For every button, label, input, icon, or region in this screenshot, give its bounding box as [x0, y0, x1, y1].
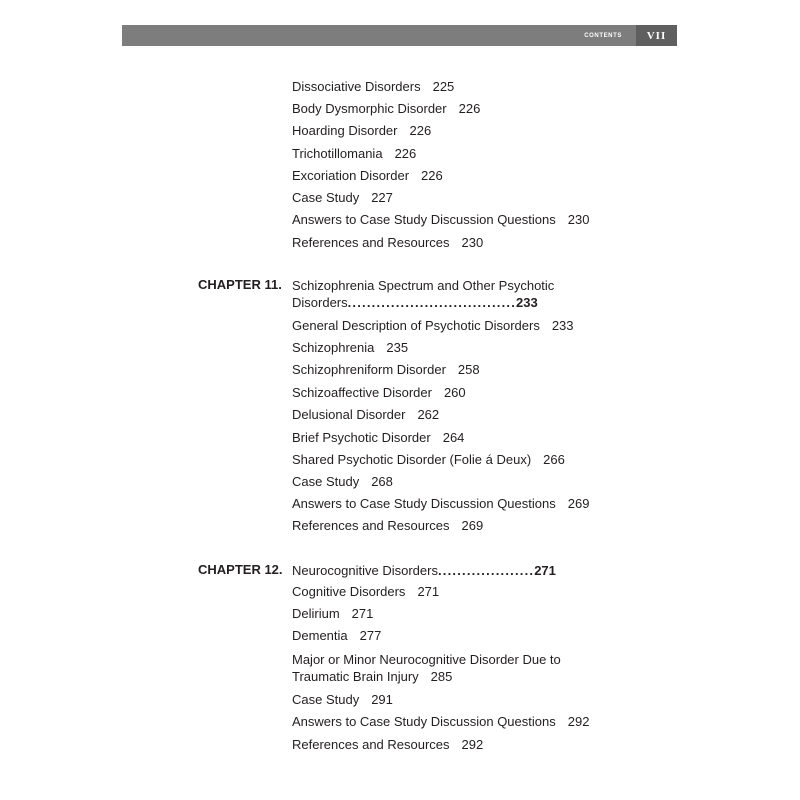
toc-entry: [292, 101, 480, 117]
toc-entry-title: Case Study: [292, 692, 360, 707]
toc-entry-title: Answers to Case Study Discussion Questions: [292, 212, 556, 227]
toc-entry: [292, 362, 480, 378]
toc-entry-page: 233: [551, 318, 574, 333]
toc-entry-title: Schizophreniform Disorder: [292, 362, 446, 377]
dot-leader: ....................: [437, 563, 535, 578]
dot-leader: ...................................: [347, 295, 517, 310]
toc-entry-title-line2: Traumatic Brain Injury: [292, 669, 419, 684]
toc-entry-title: General Description of Psychotic Disorders: [292, 318, 540, 333]
toc-entry: [292, 212, 589, 228]
chapter-page: 233: [516, 295, 538, 310]
toc-entry: [292, 190, 393, 206]
toc-entry: [292, 340, 408, 356]
toc-entry-title: Schizoaffective Disorder: [292, 385, 432, 400]
toc-entry-page: 258: [457, 362, 480, 377]
toc-entry-page: 271: [417, 584, 440, 599]
toc-entry-title: Trichotillomania: [292, 146, 383, 161]
page-number: VII: [636, 25, 677, 46]
toc-entry: [292, 692, 393, 708]
toc-entry-title: Schizophrenia: [292, 340, 375, 355]
toc-entry: [292, 385, 466, 401]
toc-entry-page: 269: [567, 496, 590, 511]
toc-entry-page: 291: [371, 692, 393, 707]
toc-entry: [292, 584, 439, 600]
toc-entry: [292, 606, 373, 622]
toc-entry-page: 260: [443, 385, 466, 400]
toc-entry: [292, 123, 431, 139]
toc-entry-page: 269: [461, 518, 484, 533]
toc-entry-title: Answers to Case Study Discussion Questions: [292, 496, 556, 511]
toc-entry-page: 268: [371, 474, 393, 489]
toc-entry-page: 262: [417, 407, 440, 422]
toc-entry: [292, 146, 416, 162]
toc-entry-title: Shared Psychotic Disorder (Folie á Deux): [292, 452, 532, 467]
running-header-label: CONTENTS: [584, 32, 622, 39]
toc-entry-page: 226: [409, 123, 432, 138]
toc-entry-page: 230: [567, 212, 590, 227]
toc-entry: [292, 452, 565, 468]
chapter-number: CHAPTER 12.: [198, 562, 283, 577]
toc-entry-page: 225: [432, 79, 455, 94]
toc-entry-title: Body Dysmorphic Disorder: [292, 101, 447, 116]
toc-entry-page: 266: [543, 452, 565, 467]
toc-entry: [292, 235, 483, 251]
toc-entry-title: References and Resources: [292, 518, 450, 533]
toc-entry-title: Cognitive Disorders: [292, 584, 406, 599]
toc-entry-page: 226: [394, 146, 417, 161]
toc-entry: [292, 474, 393, 490]
toc-entry-title: Hoarding Disorder: [292, 123, 398, 138]
toc-entry-page: 226: [458, 101, 481, 116]
toc-entry-title: References and Resources: [292, 235, 450, 250]
toc-entry-page: 285: [430, 669, 453, 684]
toc-entry-title: Case Study: [292, 190, 360, 205]
toc-entry: [292, 407, 439, 423]
toc-entry: [292, 651, 592, 685]
toc-entry-page: 226: [421, 168, 443, 183]
chapter-title: [292, 277, 554, 311]
toc-entry: [292, 518, 483, 534]
toc-entry-title: References and Resources: [292, 737, 450, 752]
chapter-title-line1: Neurocognitive Disorders: [292, 563, 438, 578]
toc-entry-title: Answers to Case Study Discussion Questions: [292, 714, 556, 729]
toc-entry-title: Delusional Disorder: [292, 407, 406, 422]
toc-entry-title: Dementia: [292, 628, 348, 643]
toc-entry-title: Case Study: [292, 474, 360, 489]
toc-entry-title-line1: Major or Minor Neurocognitive Disorder Due to: [292, 652, 561, 667]
toc-entry: [292, 737, 483, 753]
running-header: [122, 25, 677, 46]
chapter-number: CHAPTER 11.: [198, 277, 282, 292]
toc-entry-page: 235: [386, 340, 409, 355]
toc-entry-page: 271: [351, 606, 374, 621]
chapter-title: [292, 562, 556, 579]
toc-entry-page: 277: [359, 628, 382, 643]
toc-entry: [292, 168, 443, 184]
chapter-title-line2: Disorders: [292, 295, 348, 310]
toc-entry: [292, 628, 381, 644]
toc-entry: [292, 318, 574, 334]
toc-entry-title: Excoriation Disorder: [292, 168, 410, 183]
toc-entry: [292, 430, 464, 446]
toc-entry-page: 292: [567, 714, 590, 729]
toc-entry-title: Dissociative Disorders: [292, 79, 421, 94]
toc-entry-page: 227: [371, 190, 393, 205]
toc-entry: [292, 714, 589, 730]
chapter-page: 271: [534, 563, 556, 578]
toc-entry-title: Delirium: [292, 606, 340, 621]
toc-entry: [292, 79, 454, 95]
toc-entry-page: 264: [442, 430, 465, 445]
chapter-title-line1: Schizophrenia Spectrum and Other Psychotic: [292, 278, 555, 293]
toc-entry-page: 292: [461, 737, 484, 752]
toc-entry-page: 230: [461, 235, 484, 250]
toc-entry-title: Brief Psychotic Disorder: [292, 430, 431, 445]
toc-entry: [292, 496, 589, 512]
